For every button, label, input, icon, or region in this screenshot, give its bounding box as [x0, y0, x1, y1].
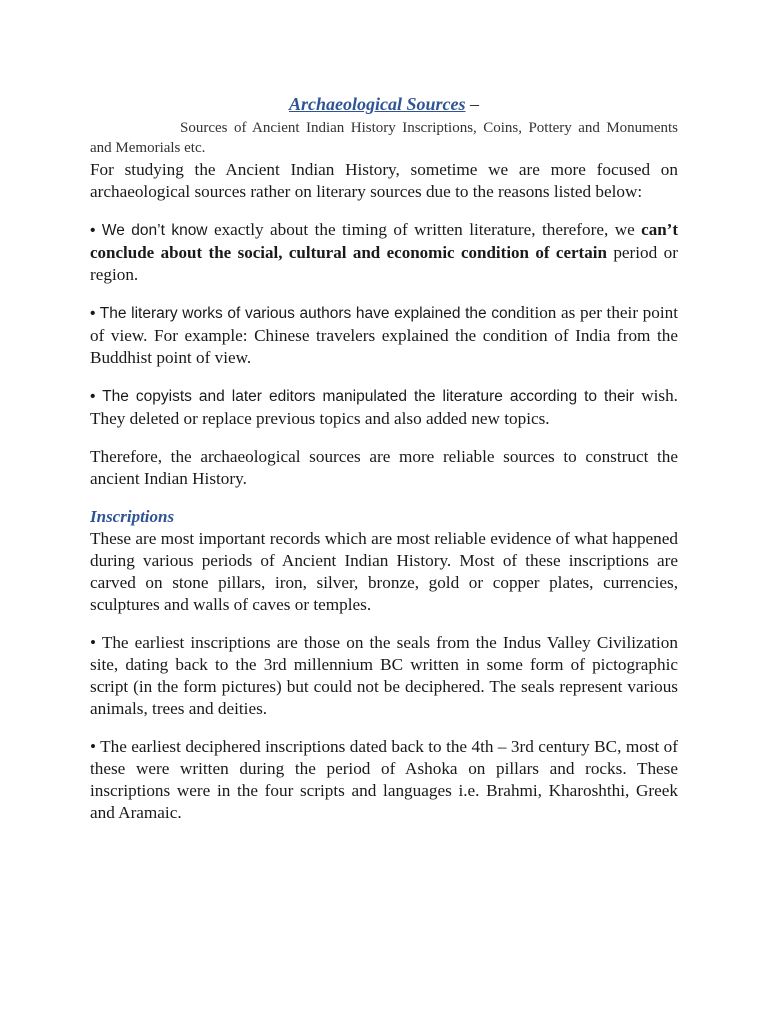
document-page: [90, 92, 678, 840]
intro-paragraph: For studying the Ancient Indian History, sometime we are more focused on archaeological sources rather on literary sources due to the reasons listed below:: [90, 160, 678, 201]
title-line: [90, 92, 678, 116]
conclusion-paragraph: Therefore, the archaeological sources are more reliable sources to construct the ancient Indian History.: [90, 447, 678, 488]
document-subtitle: Sources of Ancient Indian History Inscriptions, Coins, Pottery and Monuments and Memorials etc.: [90, 120, 678, 156]
document-title: Archaeological Sources: [288, 94, 466, 114]
bullet-1-bold: can’t conclude about the social, cultural and economic condition of certain: [90, 220, 678, 262]
bullet-3-lead: • The copyists and later editors manipulated the literature according to their: [90, 388, 635, 405]
bullet-3-tail: wish. They deleted or replace previous topics and also added new topics.: [90, 386, 678, 428]
inscriptions-intro: These are most important records which are most reliable evidence of what happened during various periods of Ancient Indian History. Most of these inscriptions are carved on stone pillars, iron, silver, bronze, gold or copper plates, currencies, sculptures and walls of caves or temples.: [90, 529, 678, 614]
bullet-paragraph-3: [90, 385, 678, 430]
inscriptions-point-1: • The earliest inscriptions are those on the seals from the Indus Valley Civilization site, dating back to the 3rd millennium BC written in some form of pictographic script (in the form pictures) but could not be deciphered. The seals represent various animals, trees and deities.: [90, 633, 678, 718]
section-heading-inscriptions: Inscriptions: [90, 507, 175, 526]
inscriptions-point-2: • The earliest deciphered inscriptions dated back to the 4th – 3rd century BC, most of these were written during the period of Ashoka on pillars and rocks. These inscriptions were in the four scripts and languages i.e. Brahmi, Kharoshthi, Greek and Aramaic.: [90, 737, 678, 822]
title-suffix: –: [465, 94, 479, 114]
bullet-paragraph-1: [90, 219, 678, 286]
bullet-1-tail: period or region.: [90, 243, 678, 284]
bullet-1-mid: exactly about the timing of written literature, therefore, we: [207, 220, 642, 239]
bullet-2-lead: • The literary works of various authors have explained the con: [90, 305, 517, 322]
bullet-2-tail: dition as per their point of view. For example: Chinese travelers explained the condition of India from the Buddhist point of view.: [90, 303, 678, 367]
bullet-paragraph-2: [90, 302, 678, 369]
bullet-1-lead: • We don’t know: [90, 222, 208, 239]
